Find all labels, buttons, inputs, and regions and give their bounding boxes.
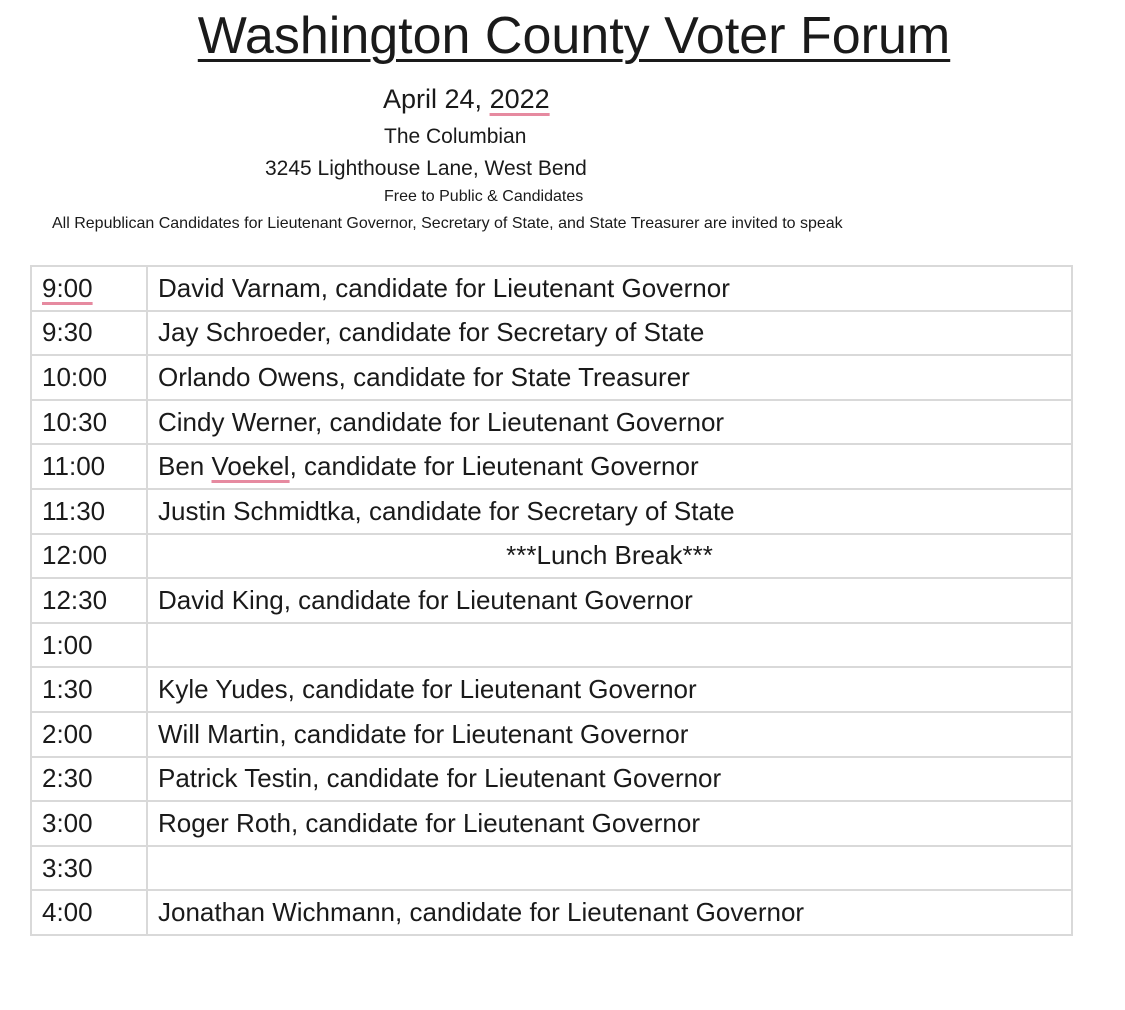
description-cell: Roger Roth, candidate for Lieutenant Governor (147, 801, 1072, 846)
page-title (0, 6, 1125, 66)
lunch-break-cell: ***Lunch Break*** (147, 534, 1072, 579)
table-row (31, 578, 1072, 623)
event-date-prefix: April 24, (383, 84, 490, 114)
table-row (31, 400, 1072, 445)
description-cell (147, 444, 1072, 489)
event-admission: Free to Public & Candidates (384, 188, 584, 205)
time-cell: 11:30 (31, 489, 147, 534)
event-address: 3245 Lighthouse Lane, West Bend (265, 157, 587, 180)
description-cell: Jay Schroeder, candidate for Secretary of State (147, 311, 1072, 356)
table-row (31, 712, 1072, 757)
time-cell: 10:30 (31, 400, 147, 445)
description-cell: Kyle Yudes, candidate for Lieutenant Governor (147, 667, 1072, 712)
description-cell (147, 846, 1072, 891)
table-row (31, 890, 1072, 935)
time-cell: 4:00 (31, 890, 147, 935)
time-value: 9:00 (42, 272, 93, 303)
table-row (31, 846, 1072, 891)
description-cell: David King, candidate for Lieutenant Governor (147, 578, 1072, 623)
event-invitation: All Republican Candidates for Lieutenant Governor, Secretary of State, and State Treasurer are invited to speak (52, 215, 843, 232)
time-cell: 9:30 (31, 311, 147, 356)
time-cell: 2:30 (31, 757, 147, 802)
page-title-text: Washington County Voter Forum (197, 7, 951, 65)
description-text: , candidate for Lieutenant Governor (289, 451, 699, 482)
event-venue: The Columbian (384, 125, 527, 148)
time-cell: 11:00 (31, 444, 147, 489)
time-cell: 10:00 (31, 355, 147, 400)
event-date-year: 2022 (489, 84, 550, 114)
description-cell: Will Martin, candidate for Lieutenant Governor (147, 712, 1072, 757)
time-cell: 1:00 (31, 623, 147, 668)
event-date (383, 84, 550, 115)
table-row (31, 355, 1072, 400)
description-cell (147, 623, 1072, 668)
time-cell (31, 266, 147, 311)
table-row (31, 311, 1072, 356)
table-row (31, 623, 1072, 668)
table-row (31, 801, 1072, 846)
time-cell: 12:30 (31, 578, 147, 623)
flagged-word: Voekel (211, 451, 290, 482)
description-text: Ben (158, 451, 212, 482)
time-cell: 2:00 (31, 712, 147, 757)
time-cell: 3:00 (31, 801, 147, 846)
table-row (31, 757, 1072, 802)
description-cell: Jonathan Wichmann, candidate for Lieutenant Governor (147, 890, 1072, 935)
table-row (31, 534, 1072, 579)
schedule-table (30, 265, 1073, 936)
table-row (31, 489, 1072, 534)
description-cell: Justin Schmidtka, candidate for Secretary of State (147, 489, 1072, 534)
description-cell: Patrick Testin, candidate for Lieutenant Governor (147, 757, 1072, 802)
description-cell: Orlando Owens, candidate for State Treasurer (147, 355, 1072, 400)
table-row (31, 444, 1072, 489)
table-row (31, 667, 1072, 712)
time-cell: 1:30 (31, 667, 147, 712)
time-cell: 12:00 (31, 534, 147, 579)
description-cell: Cindy Werner, candidate for Lieutenant Governor (147, 400, 1072, 445)
time-cell: 3:30 (31, 846, 147, 891)
description-cell: David Varnam, candidate for Lieutenant Governor (147, 266, 1072, 311)
table-row (31, 266, 1072, 311)
